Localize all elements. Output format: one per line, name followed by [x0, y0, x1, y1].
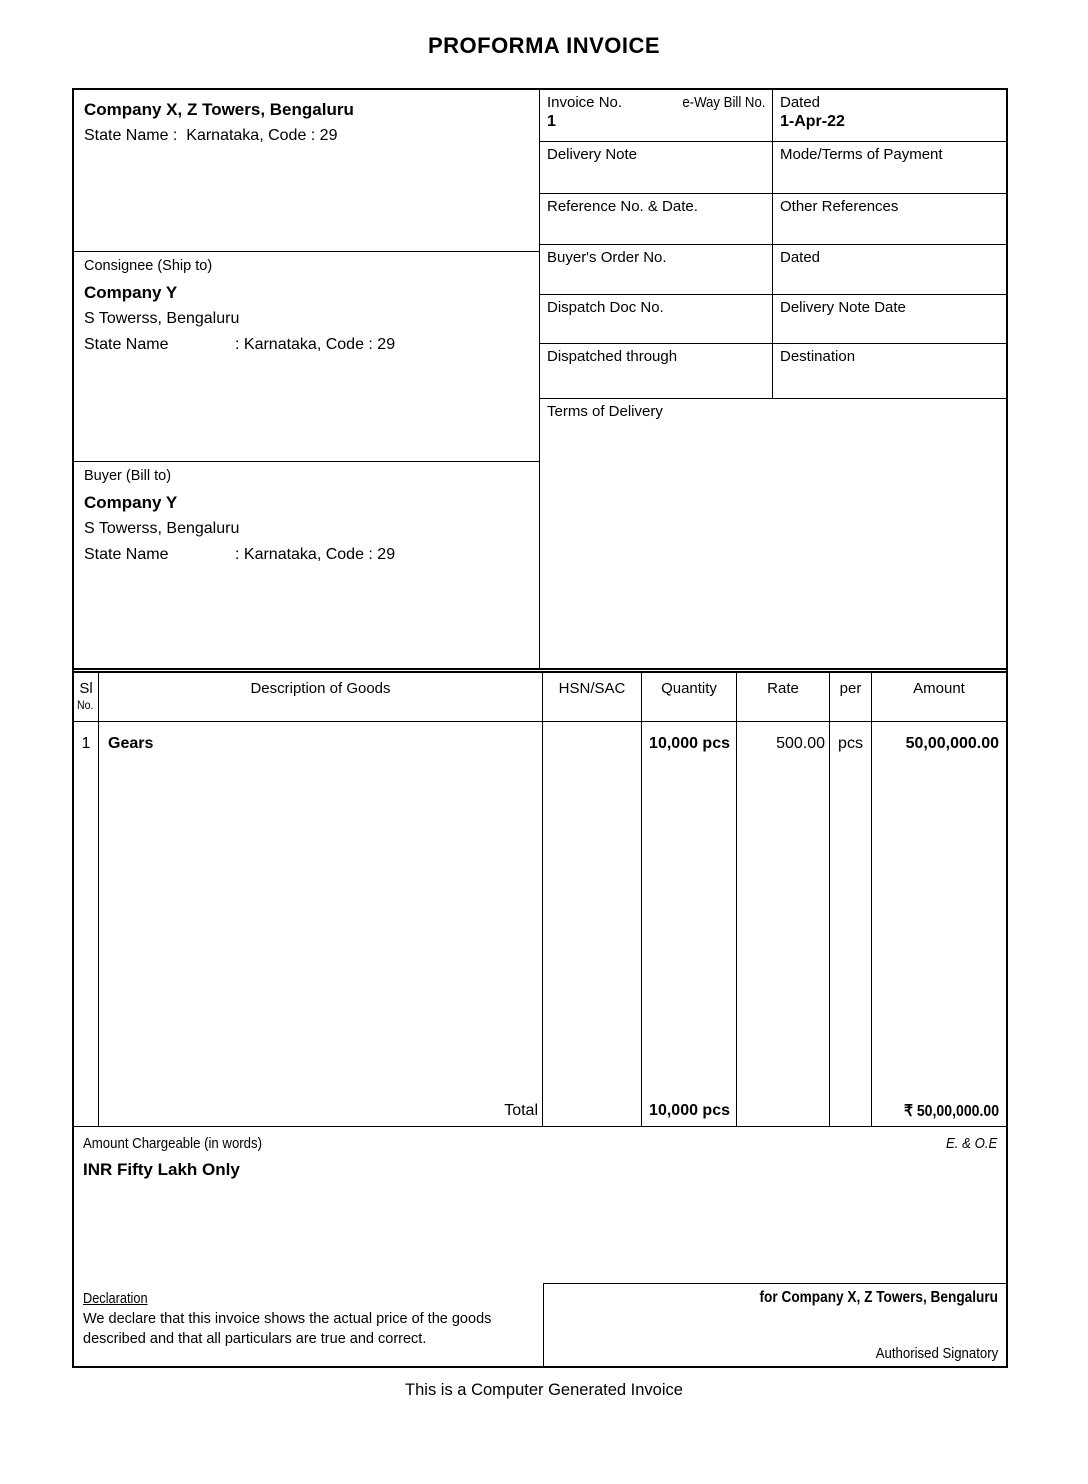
declaration-text: We declare that this invoice shows the actual price of the goods described and that all particulars are true and correct. — [83, 1311, 492, 1347]
header-amount: Amount — [913, 680, 965, 697]
buyer-state-line — [84, 542, 529, 568]
info-row-buyers-order — [540, 245, 1006, 295]
destination-cell: Destination — [780, 348, 856, 365]
item-description: Gears — [99, 722, 543, 1095]
buyer-address: S Towerss, Bengaluru — [84, 520, 240, 537]
dated-value: 1-Apr-22 — [780, 113, 845, 130]
total-amount: ₹ 50,00,000.00 — [903, 1102, 999, 1120]
info-grid — [540, 90, 1006, 668]
info-row-dispatch-doc — [540, 295, 1006, 344]
amount-in-words: INR Fifty Lakh Only — [83, 1160, 240, 1179]
buyer-name: Company Y — [84, 493, 178, 512]
eoe-label: E. & O.E — [945, 1135, 997, 1152]
info-row-invoice — [540, 90, 1006, 142]
dispatched-through-cell: Dispatched through — [540, 344, 773, 398]
consignee-state-value: : Karnataka, Code : 29 — [235, 336, 396, 353]
total-rate-spacer — [737, 1095, 830, 1126]
seller-state-line: State Name : Karnataka, Code : 29 — [84, 127, 338, 144]
invoice-top-section — [74, 90, 1006, 668]
dated-cell — [773, 90, 1006, 141]
eway-bill-label: e-Way Bill No. — [681, 94, 765, 111]
invoice-no-cell — [540, 90, 773, 141]
item-quantity: 10,000 pcs — [642, 722, 737, 1095]
buyer-block — [74, 462, 539, 668]
header-sl: Sl — [79, 680, 93, 697]
total-quantity: 10,000 pcs — [642, 1095, 737, 1126]
delivery-note-date-cell: Delivery Note Date — [780, 299, 906, 316]
other-references-cell: Other References — [780, 198, 899, 215]
header-sl-no — [74, 673, 99, 721]
delivery-note-cell: Delivery Note — [540, 142, 773, 193]
page-title: PROFORMA INVOICE — [427, 33, 661, 58]
buyer-state-value: : Karnataka, Code : 29 — [235, 546, 396, 563]
total-per-spacer — [830, 1095, 872, 1126]
order-dated-cell: Dated — [780, 249, 821, 266]
consignee-name: Company Y — [84, 283, 178, 302]
items-table-header — [74, 668, 1006, 722]
item-sl: 1 — [74, 722, 99, 1095]
consignee-section-label: Consignee (Ship to) — [84, 258, 213, 274]
item-hsn — [543, 722, 642, 1095]
computer-generated-note: This is a Computer Generated Invoice — [405, 1381, 683, 1399]
party-column — [74, 90, 540, 668]
declaration-block — [74, 1283, 543, 1366]
seller-block — [74, 90, 539, 252]
dated-label: Dated — [780, 94, 821, 111]
header-hsn-sac: HSN/SAC — [543, 673, 642, 721]
item-rate: 500.00 — [737, 722, 830, 1095]
info-row-delivery-note — [540, 142, 1006, 194]
signature-for-line: for Company X, Z Towers, Bengaluru — [759, 1289, 998, 1306]
consignee-block — [74, 252, 539, 462]
terms-of-delivery-cell: Terms of Delivery — [547, 403, 663, 420]
info-row-dispatched-through — [540, 344, 1006, 399]
header-no: No. — [76, 698, 94, 712]
buyer-section-label: Buyer (Bill to) — [84, 468, 172, 484]
item-amount: 50,00,000.00 — [905, 735, 999, 752]
signature-box — [543, 1283, 1006, 1366]
amount-chargeable-section — [74, 1127, 1006, 1283]
invoice-document — [72, 88, 1008, 1368]
header-per: per — [830, 673, 872, 721]
total-sl-spacer — [74, 1095, 99, 1126]
total-label: Total — [99, 1095, 543, 1126]
amount-chargeable-label: Amount Chargeable (in words) — [83, 1135, 263, 1152]
items-total-row — [74, 1095, 1006, 1127]
reference-no-cell: Reference No. & Date. — [540, 194, 773, 244]
buyers-order-cell: Buyer's Order No. — [540, 245, 773, 294]
invoice-no-label: Invoice No. — [547, 94, 623, 111]
dispatch-doc-cell: Dispatch Doc No. — [540, 295, 773, 343]
buyer-state-label: State Name — [84, 546, 169, 563]
items-table-row — [74, 722, 1006, 1095]
header-description: Description of Goods — [99, 673, 543, 721]
invoice-bottom-row — [74, 1283, 1006, 1366]
authorised-signatory-label: Authorised Signatory — [875, 1345, 998, 1362]
mode-terms-cell: Mode/Terms of Payment — [780, 146, 943, 163]
consignee-address: S Towerss, Bengaluru — [84, 310, 240, 327]
seller-name: Company X, Z Towers, Bengaluru — [84, 100, 354, 119]
consignee-state-label: State Name — [84, 336, 169, 353]
total-hsn-spacer — [543, 1095, 642, 1126]
invoice-no-value: 1 — [547, 113, 556, 130]
item-per: pcs — [830, 722, 872, 1095]
header-rate: Rate — [737, 673, 830, 721]
header-quantity: Quantity — [642, 673, 737, 721]
info-row-reference — [540, 194, 1006, 245]
declaration-label: Declaration — [83, 1291, 148, 1307]
consignee-state-line — [84, 332, 529, 358]
